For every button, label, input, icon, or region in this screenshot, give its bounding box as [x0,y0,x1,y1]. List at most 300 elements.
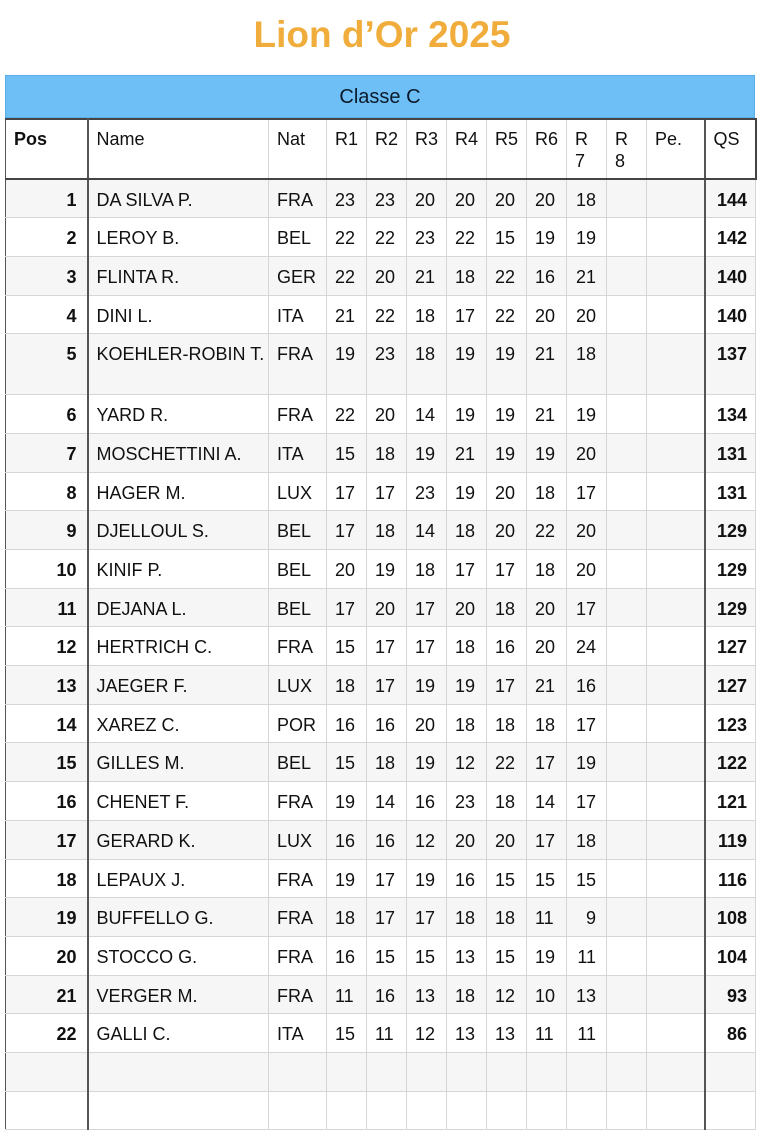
cell-qs: 121 [705,782,756,821]
cell-r7: 18 [567,179,607,218]
cell-nat: FRA [269,179,327,218]
cell-r1: 20 [327,550,367,589]
table-row [6,743,756,782]
table-row [6,859,756,898]
cell-r8 [607,511,647,550]
cell-r3: 14 [407,395,447,434]
empty-row [6,1091,756,1130]
cell-qs: 131 [705,433,756,472]
cell-r6: 22 [527,511,567,550]
cell-r4: 17 [447,550,487,589]
cell-r7: 9 [567,898,607,937]
cell-r5: 16 [487,627,527,666]
cell-r2: 14 [367,782,407,821]
cell-name: GERARD K. [88,820,269,859]
table-row [6,218,756,257]
cell-r2: 19 [367,550,407,589]
empty-cell [567,1091,607,1130]
empty-cell [6,1052,88,1091]
cell-r5: 17 [487,666,527,705]
cell-pe [647,218,705,257]
cell-nat: BEL [269,218,327,257]
cell-pos: 8 [6,472,88,511]
empty-cell [88,1052,269,1091]
header-name: Name [88,119,269,179]
empty-cell [647,1052,705,1091]
cell-r3: 18 [407,295,447,334]
cell-pos: 18 [6,859,88,898]
cell-qs: 129 [705,550,756,589]
cell-r4: 18 [447,975,487,1014]
cell-qs: 129 [705,511,756,550]
cell-r4: 17 [447,295,487,334]
cell-r4: 18 [447,256,487,295]
header-r7: R 7 [567,119,607,179]
cell-r6: 16 [527,256,567,295]
cell-pe [647,898,705,937]
cell-r5: 18 [487,782,527,821]
cell-r5: 12 [487,975,527,1014]
header-pos: Pos [6,119,88,179]
cell-r8 [607,666,647,705]
cell-pe [647,1014,705,1053]
cell-r7: 11 [567,1014,607,1053]
cell-r2: 16 [367,975,407,1014]
cell-r2: 17 [367,859,407,898]
cell-r1: 15 [327,743,367,782]
cell-nat: BEL [269,511,327,550]
cell-r4: 21 [447,433,487,472]
cell-r7: 11 [567,936,607,975]
table-row [6,472,756,511]
cell-pos: 14 [6,704,88,743]
cell-name: VERGER M. [88,975,269,1014]
cell-pos: 21 [6,975,88,1014]
cell-pos: 20 [6,936,88,975]
cell-r5: 15 [487,936,527,975]
cell-nat: LUX [269,666,327,705]
cell-r2: 20 [367,395,407,434]
cell-pos: 17 [6,820,88,859]
cell-r1: 19 [327,859,367,898]
cell-r5: 20 [487,179,527,218]
cell-r6: 18 [527,704,567,743]
cell-r8 [607,334,647,395]
cell-pe [647,782,705,821]
cell-r1: 18 [327,898,367,937]
cell-r7: 18 [567,820,607,859]
cell-nat: ITA [269,1014,327,1053]
cell-nat: ITA [269,295,327,334]
cell-qs: 123 [705,704,756,743]
empty-cell [705,1052,756,1091]
cell-r3: 21 [407,256,447,295]
cell-r6: 17 [527,820,567,859]
page-title: Lion d’Or 2025 [253,14,511,55]
cell-r7: 20 [567,295,607,334]
cell-pos: 16 [6,782,88,821]
cell-r5: 18 [487,588,527,627]
cell-r5: 22 [487,743,527,782]
empty-cell [269,1091,327,1130]
empty-cell [367,1052,407,1091]
cell-pe [647,975,705,1014]
cell-pe [647,334,705,395]
cell-r2: 23 [367,179,407,218]
cell-r8 [607,218,647,257]
cell-r4: 19 [447,666,487,705]
cell-r5: 13 [487,1014,527,1053]
cell-r8 [607,433,647,472]
cell-qs: 116 [705,859,756,898]
cell-name: DJELLOUL S. [88,511,269,550]
cell-qs: 140 [705,295,756,334]
cell-qs: 122 [705,743,756,782]
results-table-container [5,75,755,1130]
cell-r6: 20 [527,179,567,218]
header-pe: Pe. [647,119,705,179]
cell-r1: 21 [327,295,367,334]
cell-r5: 15 [487,859,527,898]
cell-r7: 13 [567,975,607,1014]
cell-name: GALLI C. [88,1014,269,1053]
cell-nat: FRA [269,782,327,821]
cell-pos: 11 [6,588,88,627]
cell-nat: BEL [269,743,327,782]
empty-cell [607,1052,647,1091]
cell-r4: 20 [447,179,487,218]
cell-r4: 12 [447,743,487,782]
cell-nat: POR [269,704,327,743]
cell-name: DA SILVA P. [88,179,269,218]
cell-r2: 16 [367,820,407,859]
cell-r7: 19 [567,218,607,257]
cell-nat: FRA [269,334,327,395]
cell-nat: GER [269,256,327,295]
cell-nat: FRA [269,975,327,1014]
cell-r4: 18 [447,627,487,666]
cell-pe [647,704,705,743]
cell-r1: 15 [327,1014,367,1053]
cell-r5: 18 [487,898,527,937]
cell-r8 [607,588,647,627]
cell-r1: 11 [327,975,367,1014]
cell-pos: 13 [6,666,88,705]
cell-r7: 17 [567,704,607,743]
cell-r5: 20 [487,820,527,859]
cell-pe [647,472,705,511]
cell-r7: 20 [567,550,607,589]
table-row [6,627,756,666]
empty-cell [607,1091,647,1130]
cell-r8 [607,704,647,743]
results-table [5,118,757,1130]
cell-pe [647,666,705,705]
table-row [6,179,756,218]
table-row [6,395,756,434]
cell-qs: 140 [705,256,756,295]
cell-nat: BEL [269,550,327,589]
cell-r1: 18 [327,666,367,705]
cell-r6: 20 [527,627,567,666]
cell-name: LEROY B. [88,218,269,257]
empty-cell [447,1091,487,1130]
cell-pos: 9 [6,511,88,550]
cell-name: XAREZ C. [88,704,269,743]
cell-qs: 127 [705,666,756,705]
cell-r3: 17 [407,627,447,666]
cell-name: DEJANA L. [88,588,269,627]
cell-r3: 16 [407,782,447,821]
table-row [6,334,756,395]
cell-r5: 19 [487,433,527,472]
cell-r2: 23 [367,334,407,395]
cell-r8 [607,627,647,666]
cell-name: FLINTA R. [88,256,269,295]
cell-pe [647,511,705,550]
empty-cell [88,1091,269,1130]
header-r4: R4 [447,119,487,179]
cell-r8 [607,936,647,975]
table-row [6,666,756,705]
cell-r4: 18 [447,511,487,550]
cell-r6: 18 [527,472,567,511]
cell-r3: 19 [407,433,447,472]
results-body [6,179,756,1130]
cell-r3: 23 [407,218,447,257]
cell-pe [647,433,705,472]
cell-r4: 23 [447,782,487,821]
cell-r7: 16 [567,666,607,705]
cell-r1: 19 [327,334,367,395]
cell-qs: 129 [705,588,756,627]
table-row [6,704,756,743]
cell-r2: 22 [367,295,407,334]
cell-qs: 93 [705,975,756,1014]
cell-qs: 134 [705,395,756,434]
cell-r8 [607,179,647,218]
cell-pe [647,395,705,434]
cell-r5: 22 [487,256,527,295]
cell-r6: 14 [527,782,567,821]
cell-name: GILLES M. [88,743,269,782]
cell-r8 [607,898,647,937]
table-row [6,256,756,295]
cell-r1: 23 [327,179,367,218]
cell-r2: 18 [367,511,407,550]
cell-r8 [607,295,647,334]
cell-r6: 21 [527,334,567,395]
cell-pos: 12 [6,627,88,666]
cell-r3: 15 [407,936,447,975]
cell-name: KOEHLER-ROBIN T. [88,334,269,395]
cell-r7: 17 [567,782,607,821]
table-row [6,782,756,821]
header-nat: Nat [269,119,327,179]
cell-r7: 15 [567,859,607,898]
cell-r2: 16 [367,704,407,743]
cell-r2: 20 [367,256,407,295]
cell-r6: 11 [527,1014,567,1053]
cell-pe [647,820,705,859]
empty-cell [487,1052,527,1091]
cell-name: LEPAUX J. [88,859,269,898]
cell-r6: 15 [527,859,567,898]
cell-r8 [607,743,647,782]
header-r3: R3 [407,119,447,179]
empty-cell [6,1091,88,1130]
cell-pos: 6 [6,395,88,434]
cell-r6: 20 [527,295,567,334]
cell-r2: 17 [367,898,407,937]
cell-pe [647,859,705,898]
cell-name: STOCCO G. [88,936,269,975]
cell-r5: 15 [487,218,527,257]
cell-r7: 17 [567,472,607,511]
header-r1: R1 [327,119,367,179]
cell-r8 [607,782,647,821]
cell-r4: 18 [447,704,487,743]
cell-r4: 18 [447,898,487,937]
cell-r6: 19 [527,218,567,257]
cell-r5: 20 [487,511,527,550]
cell-name: BUFFELLO G. [88,898,269,937]
cell-pe [647,743,705,782]
cell-qs: 104 [705,936,756,975]
cell-r7: 17 [567,588,607,627]
header-r2: R2 [367,119,407,179]
cell-r3: 23 [407,472,447,511]
cell-r1: 16 [327,820,367,859]
cell-r7: 21 [567,256,607,295]
table-row [6,295,756,334]
cell-r2: 11 [367,1014,407,1053]
cell-r6: 11 [527,898,567,937]
cell-r2: 17 [367,666,407,705]
table-row [6,1014,756,1053]
cell-pos: 7 [6,433,88,472]
cell-pe [647,936,705,975]
cell-r3: 19 [407,666,447,705]
cell-r4: 13 [447,1014,487,1053]
cell-r1: 16 [327,704,367,743]
cell-r4: 19 [447,395,487,434]
cell-r2: 20 [367,588,407,627]
header-r6: R6 [527,119,567,179]
cell-r6: 17 [527,743,567,782]
cell-r1: 15 [327,627,367,666]
cell-pos: 2 [6,218,88,257]
cell-r3: 18 [407,334,447,395]
cell-qs: 144 [705,179,756,218]
table-row [6,550,756,589]
cell-r4: 22 [447,218,487,257]
cell-r2: 15 [367,936,407,975]
cell-r1: 22 [327,395,367,434]
cell-r3: 17 [407,898,447,937]
cell-r6: 21 [527,395,567,434]
cell-r7: 19 [567,395,607,434]
cell-r1: 17 [327,588,367,627]
table-row [6,433,756,472]
cell-qs: 137 [705,334,756,395]
cell-r3: 12 [407,820,447,859]
cell-r7: 19 [567,743,607,782]
empty-cell [647,1091,705,1130]
empty-cell [705,1091,756,1130]
cell-r5: 17 [487,550,527,589]
cell-r3: 13 [407,975,447,1014]
cell-nat: LUX [269,472,327,511]
cell-r1: 17 [327,511,367,550]
cell-r3: 18 [407,550,447,589]
cell-pos: 15 [6,743,88,782]
cell-r3: 19 [407,859,447,898]
empty-row [6,1052,756,1091]
cell-nat: FRA [269,627,327,666]
empty-cell [367,1091,407,1130]
cell-qs: 131 [705,472,756,511]
cell-r3: 20 [407,704,447,743]
cell-r8 [607,975,647,1014]
empty-cell [447,1052,487,1091]
cell-r3: 14 [407,511,447,550]
cell-r3: 19 [407,743,447,782]
table-row [6,975,756,1014]
cell-r4: 13 [447,936,487,975]
cell-r8 [607,1014,647,1053]
cell-r4: 19 [447,334,487,395]
cell-r6: 18 [527,550,567,589]
cell-r6: 21 [527,666,567,705]
cell-r5: 19 [487,395,527,434]
cell-pos: 5 [6,334,88,395]
cell-r5: 20 [487,472,527,511]
cell-name: DINI L. [88,295,269,334]
empty-cell [527,1091,567,1130]
cell-r8 [607,859,647,898]
empty-cell [407,1052,447,1091]
cell-r1: 16 [327,936,367,975]
cell-name: HERTRICH C. [88,627,269,666]
empty-cell [487,1091,527,1130]
cell-name: MOSCHETTINI A. [88,433,269,472]
cell-r7: 20 [567,433,607,472]
cell-r7: 18 [567,334,607,395]
table-row [6,898,756,937]
empty-cell [567,1052,607,1091]
table-row [6,511,756,550]
header-qs: QS [705,119,756,179]
cell-r3: 12 [407,1014,447,1053]
cell-pos: 3 [6,256,88,295]
cell-r6: 10 [527,975,567,1014]
empty-cell [269,1052,327,1091]
cell-r2: 17 [367,627,407,666]
table-row [6,588,756,627]
cell-pos: 10 [6,550,88,589]
cell-nat: FRA [269,395,327,434]
cell-name: KINIF P. [88,550,269,589]
cell-name: JAEGER F. [88,666,269,705]
cell-r6: 19 [527,936,567,975]
cell-r3: 20 [407,179,447,218]
cell-r8 [607,395,647,434]
cell-r5: 19 [487,334,527,395]
cell-r1: 22 [327,218,367,257]
cell-pe [647,588,705,627]
cell-qs: 119 [705,820,756,859]
